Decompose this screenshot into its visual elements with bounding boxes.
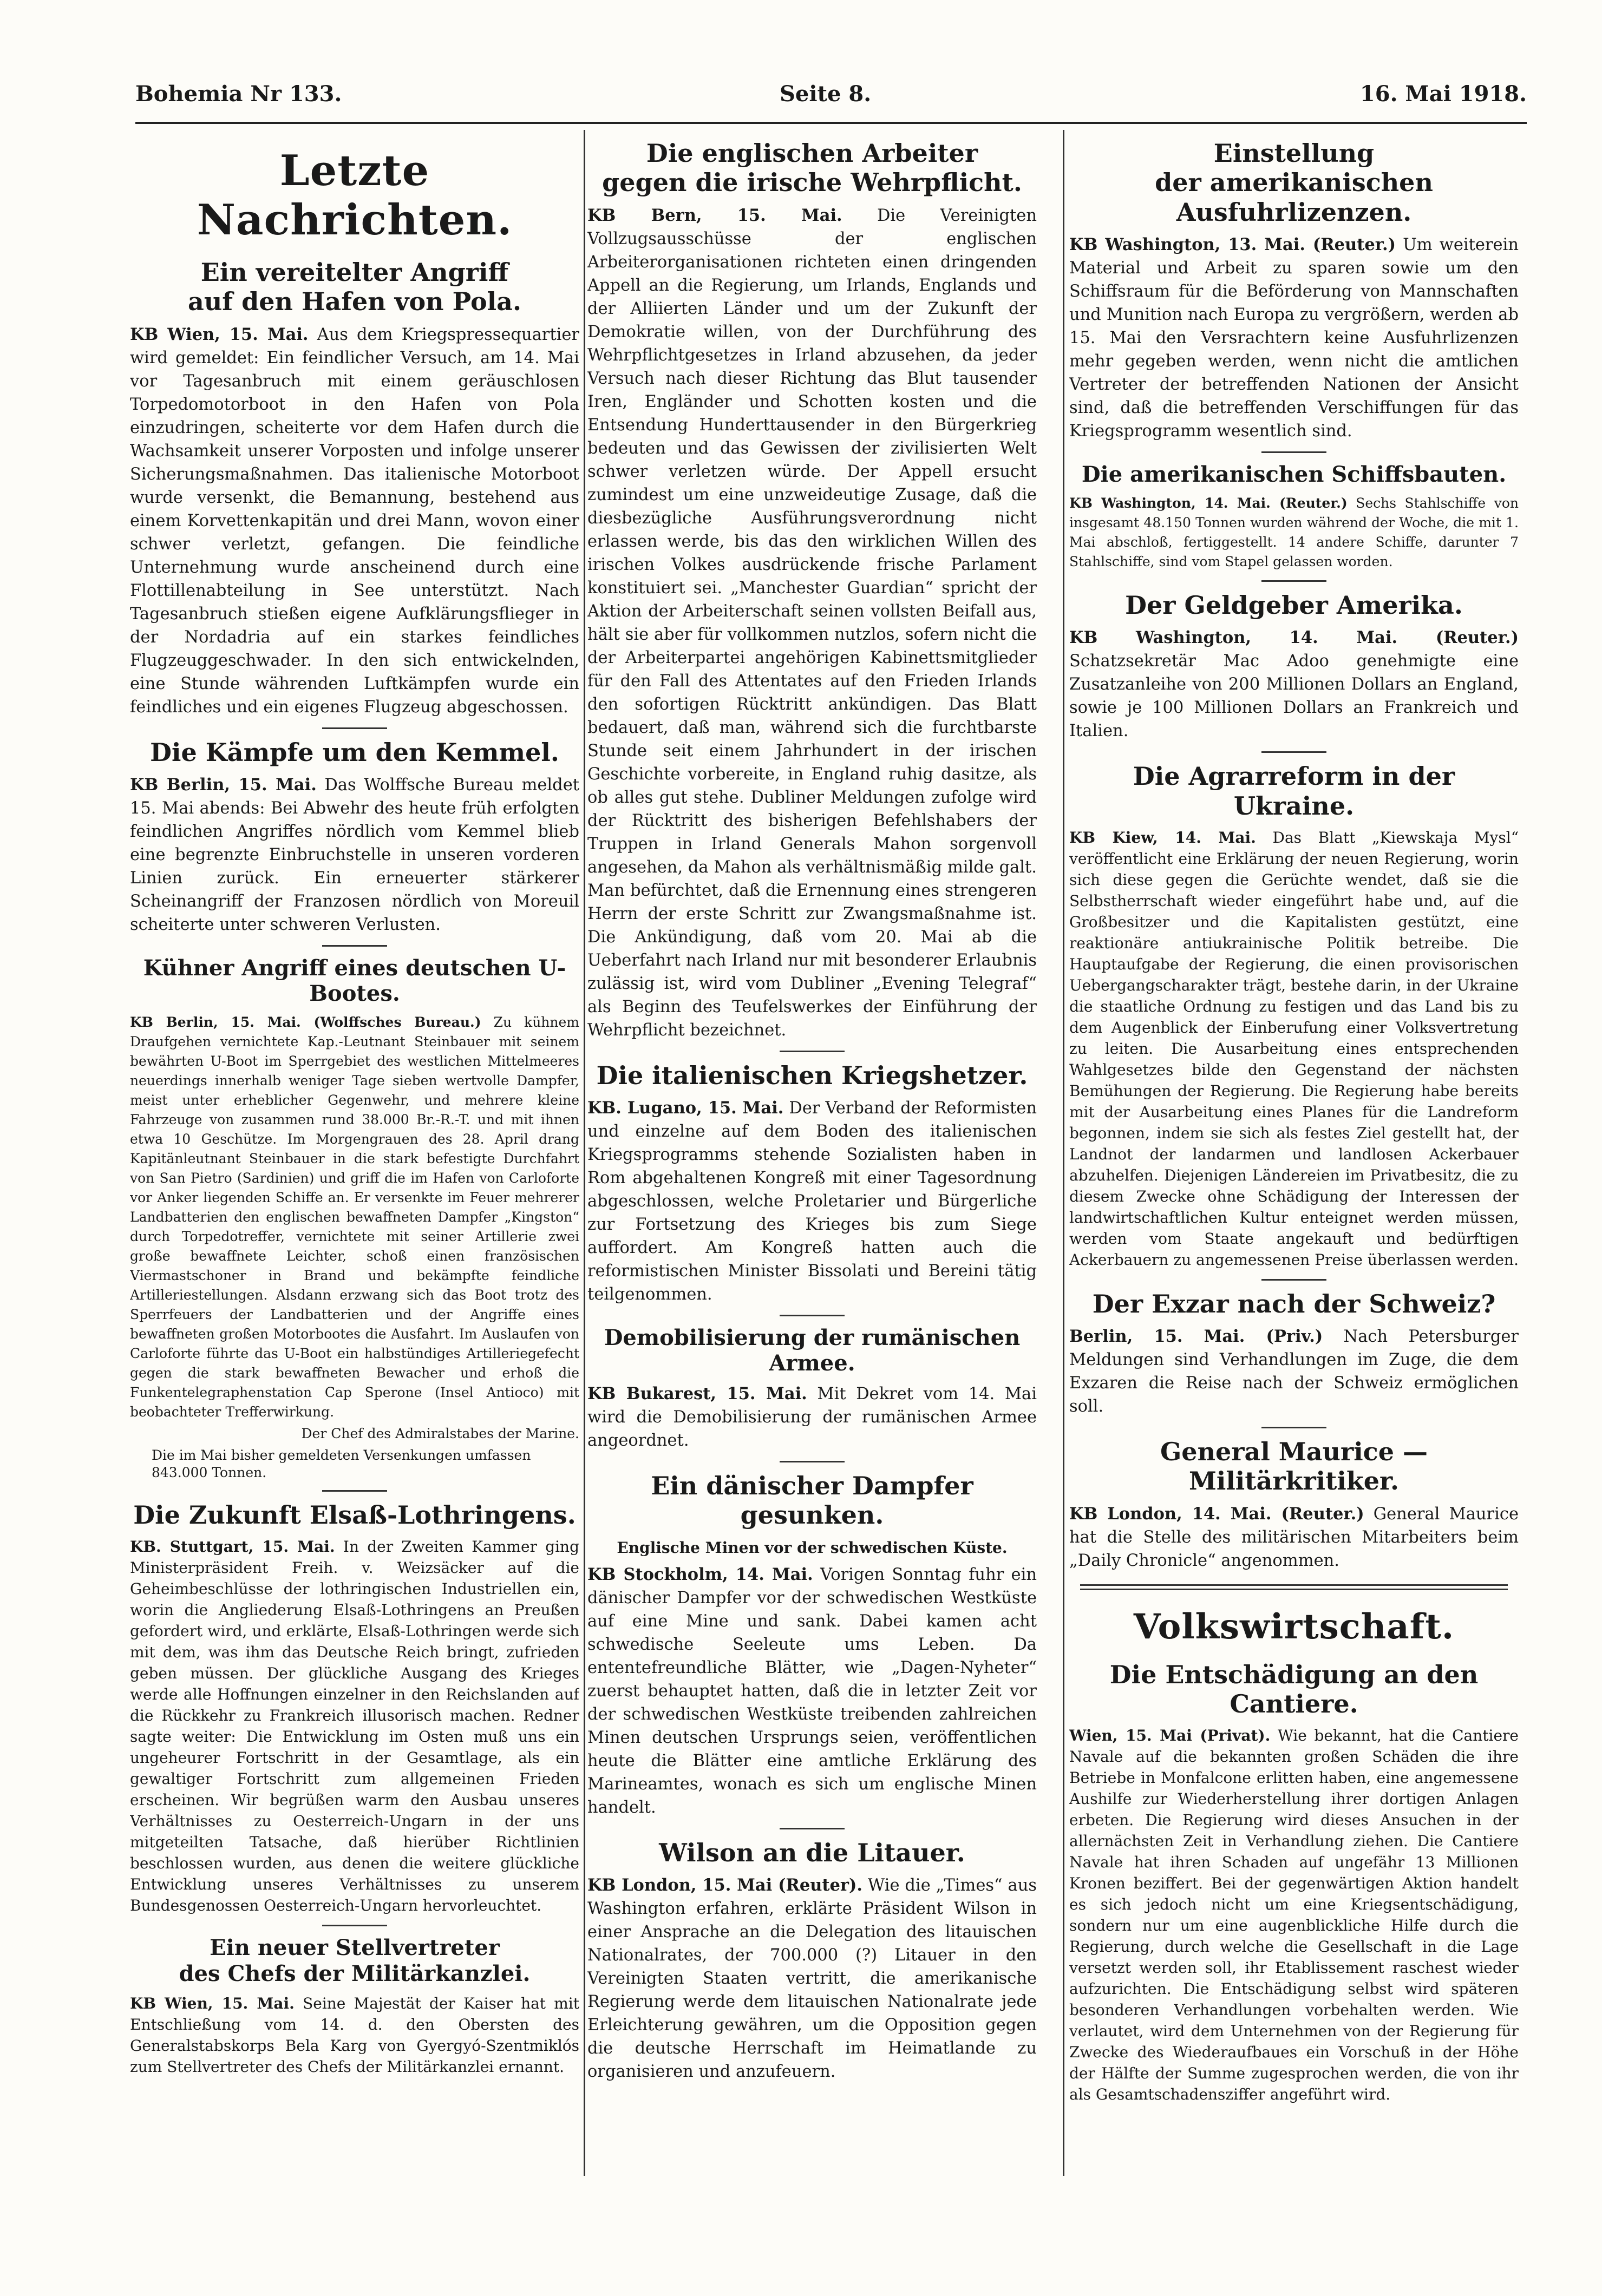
dateline: KB Wien, 15. Mai. xyxy=(130,1994,295,2012)
article-u-boot xyxy=(130,955,579,1481)
article-signature: Der Chef des Admiralstabes der Marine. xyxy=(301,1426,579,1442)
article-divider xyxy=(322,1925,387,1926)
article-divider xyxy=(1261,1279,1326,1281)
dateline: KB Washington, 13. Mai. (Reuter.) xyxy=(1069,234,1396,254)
column-divider xyxy=(584,130,585,2176)
article-cantiere xyxy=(1069,1660,1519,2105)
dateline: KB Washington, 14. Mai. (Reuter.) xyxy=(1069,495,1348,511)
dateline: Wien, 15. Mai (Privat). xyxy=(1069,1727,1271,1745)
dateline: KB. Lugano, 15. Mai. xyxy=(587,1098,784,1118)
article-exzar xyxy=(1069,1289,1519,1418)
dateline: KB Wien, 15. Mai. xyxy=(130,324,309,344)
article-pola xyxy=(130,258,579,719)
header-rule xyxy=(135,122,1527,124)
column-middle xyxy=(587,130,1037,2187)
article-divider xyxy=(780,1828,845,1829)
article-body: Berlin, 15. Mai. (Priv.) Nach Petersburger Meldungen sind Verhandlungen im Zuge, die dem Exzaren die Reise nach der Schweiz ermöglichen soll. xyxy=(1069,1327,1519,1416)
article-agrarreform xyxy=(1069,762,1519,1270)
article-headline: Ein neuer Stellvertreter des Chefs der Militärkanzlei. xyxy=(179,1935,531,1986)
dateline: KB Berlin, 15. Mai. xyxy=(130,775,317,795)
article-kemmel xyxy=(130,738,579,936)
article-general-maurice xyxy=(1069,1437,1519,1572)
article-schiffsbauten xyxy=(1069,462,1519,572)
article-headline: Der Exzar nach der Schweiz? xyxy=(1092,1289,1496,1318)
dateline: KB London, 15. Mai (Reuter). xyxy=(587,1875,863,1895)
article-geldgeber xyxy=(1069,591,1519,743)
article-divider xyxy=(780,1051,845,1052)
section-divider xyxy=(1080,1584,1508,1590)
article-demobilisierung xyxy=(587,1325,1037,1452)
article-headline: Die italienischen Kriegshetzer. xyxy=(596,1060,1028,1090)
article-headline: Kühner Angriff eines deutschen U-Bootes. xyxy=(143,955,566,1006)
article-divider xyxy=(780,1461,845,1462)
article-footnote: Die im Mai bisher gemeldeten Versenkungen umfassen 843.000 Tonnen. xyxy=(152,1447,531,1481)
article-body: KB Bern, 15. Mai. Die Vereinigten Vollzugsausschüsse der englischen Arbeiterorganisationen richteten einen dringenden Appell an die Regierung, um Irlands, Englands und der Alliierten Länder und um der Zukunft der Demokratie willen, von der Durchführung des Wehrpflichtgesetzes in Irland abzusehen, da jeder Versuch nach dieser Richtung das Blut tausender Iren, Engländer und Schotten kosten und die Entsendung Hunderttausender in den Bürgerkrieg bedeuten und das Gewissen der zivilisierten Welt schwer verletzen würde. Der Appell ersucht zumindest um eine unzweideutige Zusage, daß die diesbezügliche Ausführungsverordnung nicht erlassen werde, bis das den wirklichen Willen des irischen Volkes ausdrückende frische Parlament konstituiert sei. „Manchester Guardian“ spricht der Aktion der Arbeiterschaft seinen vollsten Beifall aus, hält sie aber für vollkommen nutzlos, sofern nicht die der Arbeiterpartei angehörigen Kabinettsmitglieder für den Fall des Attentates auf den Frieden Irlands den sofortigen Rücktritt ankündigen. Das Blatt bedauert, daß man, während sich die furchtbarste Stunde seit einem Jahrhundert in der irischen Geschichte vorbereite, in England ruhig dasitze, als ob alles gut stehe. Dubliner Meldungen zufolge wird der Rücktritt des bisherigen Befehlshabers der Truppen in Irland Generals Mahon sorgenvoll angesehen, da Mahon als verhältnismäßig milde galt. Man befürchtet, daß die Ernennung eines strengeren Herrn der erste Schritt zur Zwangsmaßnahme ist. Die Ankündigung, daß vom 20. Mai ab die Ueberfahrt nach Irland nur mit besonderer Erlaubnis zulässig ist, wird vom Dubliner „Evening Telegraf“ als Beginn des Teufelswerkes der Einführung der Wehrpflicht bezeichnet. xyxy=(587,205,1037,1040)
dateline: KB Berlin, 15. Mai. (Wolffsches Bureau.) xyxy=(130,1014,481,1031)
dateline: KB. Stuttgart, 15. Mai. xyxy=(130,1538,335,1556)
article-headline: Die Entschädigung an den Cantiere. xyxy=(1109,1659,1479,1718)
dateline: KB Bern, 15. Mai. xyxy=(587,205,842,225)
article-body: KB Wien, 15. Mai. Aus dem Kriegspressequartier wird gemeldet: Ein feindlicher Versuch, am 14. Mai vor Tagesanbruch mit einem geräuschlosen Torpedomotorboot in den Hafen von Pola einzudringen, scheiterte vor dem Hafen durch die Wachsamkeit unserer Vorposten und infolge unserer Sicherungsmaßnahmen. Das italienische Motorboot wurde versenkt, die Bemannung, bestehend aus einem Korvettenkapitän und drei Mann, wovon einer schwer verletzt, gefangen. Die feindliche Unternehmung wurde anscheinend durch eine Flottillenabteilung in See unterstützt. Nach Tagesanbruch stießen eigene Aufklärungsflieger in der Nordadria auf ein starkes feindliches Flugzeuggeschwader. In den sich entwickelnden, eine Stunde währenden Luftkämpfen wurde ein feindliches und ein eigenes Flugzeug abgeschossen. xyxy=(130,324,579,717)
column-right xyxy=(1069,130,1519,2187)
issue-number: Bohemia Nr 133. xyxy=(135,81,342,107)
article-headline: General Maurice — Militärkritiker. xyxy=(1160,1437,1428,1496)
article-daenischer-dampfer xyxy=(587,1471,1037,1819)
article-headline: Der Geldgeber Amerika. xyxy=(1125,590,1463,620)
article-ausfuhrlizenzen xyxy=(1069,139,1519,443)
article-body: KB. Lugano, 15. Mai. Der Verband der Reformisten und einzelne auf dem Boden des italienischen Kriegsprogramms stehende Sozialisten haben in Rom abgehaltenen Kongreß mit einer Tagesordnung abgeschlossen, welche Proletarier und Bürgerliche zur Fortsetzung des Krieges bis zum Siege auffordert. Am Kongreß hatten auch die reformistischen Minister Bissolati und Bereini tätig teilgenommen. xyxy=(587,1098,1037,1304)
article-body: KB Stockholm, 14. Mai. Vorigen Sonntag fuhr ein dänischer Dampfer vor der schwedischen Westküste auf eine Mine und sank. Dabei kamen acht schwedische Seeleute ums Leben. Da ententefreundliche Blätter, wie „Dagen-Nyheter“ zuerst behauptet hatten, daß die in letzter Zeit vor der schwedischen Westküste treibenden zahlreichen Minen deutschen Ursprungs seien, veröffentlichen heute die Blätter eine amtliche Erklärung des Marineamtes, wonach es sich um englische Minen handelt. xyxy=(587,1564,1037,1817)
article-divider xyxy=(1261,1427,1326,1428)
article-elsass xyxy=(130,1500,579,1916)
article-divider xyxy=(1261,751,1326,753)
page-number: Seite 8. xyxy=(780,81,872,107)
dateline: KB Washington, 14. Mai. (Reuter.) xyxy=(1069,628,1519,648)
dateline: KB London, 14. Mai. (Reuter.) xyxy=(1069,1504,1364,1524)
article-divider xyxy=(1261,580,1326,582)
dateline: Berlin, 15. Mai. (Priv.) xyxy=(1069,1327,1323,1347)
article-body: KB Kiew, 14. Mai. Das Blatt „Kiewskaja Mysl“ veröffentlicht eine Erklärung der neuen Regierung, worin sich diese gegen die Gerüchte wendet, daß sie die Selbstherrschaft wieder eingeführt habe und, auf die Großbesitzer und die Kapitalisten gestützt, eine reaktionäre antiukrainische Politik betreibe. Die Hauptaufgabe der Regierung, die einen provisorischen Uebergangscharakter trägt, bestehe darin, in der Ukraine die staatliche Ordnung zu festigen und das Land bis zu dem Augenblick der Einberufung einer Volksvertretung zu leiten. Die Ausarbeitung eines entsprechenden Wahlgesetzes bilde den Gegenstand der nächsten Bemühungen der Regierung. Die Regierung habe bereits mit der Ausarbeitung eines Planes für die Landreform begonnen, indem sie sich als festes Ziel gestellt hat, der Landnot der landarmen und landlosen Ackerbauer abzuhelfen. Diejenigen Ländereien im Privatbesitz, die zu diesem Zwecke ohne Schädigung der Interessen der landwirtschaftlichen Kultur enteignet werden müssen, werden vom Staate angekauft und bedürftigen Ackerbauern zu angemessenen Preise überlassen werden. xyxy=(1069,828,1519,1269)
article-wilson-litauer xyxy=(587,1838,1037,2083)
article-body: KB Wien, 15. Mai. Seine Majestät der Kaiser hat mit Entschließung vom 14. d. den Obersten des Generalstabskorps Bela Karg von Gyergyó-Szentmiklós zum Stellvertreter des Chefs der Militärkanzlei ernannt. xyxy=(130,1994,579,2076)
article-body: KB London, 14. Mai. (Reuter.) General Maurice hat die Stelle des militärischen Mitarbeiters beim „Daily Chronicle“ angenommen. xyxy=(1069,1504,1519,1570)
page-header xyxy=(135,81,1527,119)
column-left xyxy=(130,130,579,2187)
article-headline: Die amerikanischen Schiffsbauten. xyxy=(1081,461,1507,487)
dateline: KB Bukarest, 15. Mai. xyxy=(587,1384,807,1404)
dateline: KB Kiew, 14. Mai. xyxy=(1069,828,1256,847)
issue-date: 16. Mai 1918. xyxy=(1359,81,1527,107)
article-divider xyxy=(1261,451,1326,453)
section-title-economy: Volkswirtschaft. xyxy=(1133,1606,1455,1647)
article-body: KB Berlin, 15. Mai. Das Wolffsche Bureau meldet 15. Mai abends: Bei Abwehr des heute früh erfolgten feindlichen Angriffes nördlich vom Kemmel blieb eine begrenzte Einbruchstelle in unseren vorderen Linien zurück. Ein erneuerter stärkerer Scheinangriff der Franzosen nördlich von Moreuil scheiterte unter schweren Verlusten. xyxy=(130,775,579,934)
article-body: KB London, 15. Mai (Reuter). Wie die „Times“ aus Washington erfahren, erklärte Präsident Wilson in einer Ansprache an die Delegation des litauischen Nationalrates, der 700.000 (?) Litauer in den Vereinigten Staaten vertritt, die amerikanische Regierung werde dem litauischen Nationalrate jede Erleichterung gewähren, um die Opposition gegen die deutsche Herrschaft im Heimatlande zu organisieren und anzufeuern. xyxy=(587,1875,1037,2081)
article-headline: Ein dänischer Dampfer gesunken. xyxy=(651,1471,973,1530)
article-militaerkanzlei xyxy=(130,1935,579,2077)
article-body: KB Washington, 14. Mai. (Reuter.) Schatzsekretär Mac Adoo genehmigte eine Zusatzanleihe von 200 Millionen Dollars an England, sowie je 100 Millionen Dollars an Frankreich und Italien. xyxy=(1069,628,1519,741)
article-divider xyxy=(322,1490,387,1492)
article-headline: Die Agrarreform in der Ukraine. xyxy=(1133,762,1455,821)
section-title-latest-news: Letzte Nachrichten. xyxy=(197,146,513,245)
dateline: KB Stockholm, 14. Mai. xyxy=(587,1564,813,1584)
article-body: Wien, 15. Mai (Privat). Wie bekannt, hat die Cantiere Navale auf die bekannten großen Schäden die ihre Betriebe in Monfalcone erlitten haben, eine angemessene Aushilfe zur Wiederherstellung ihrer dortigen Anlagen erbeten. Die Regierung wird dieses Ansuchen in der allernächsten Zeit in Verhandlung ziehen. Die Cantiere Navale hat ihren Schaden auf ungefähr 13 Millionen Kronen beziffert. Bei der gegenwärtigen Aktion handelt es sich jedoch nicht um eine Kriegsentschädigung, sondern nur um eine augenblickliche Hilfe durch die Regierung, durch welche die Gesellschaft in die Lage versetzt werden soll, ihr Etablissement raschest wieder aufzurichten. Die Entschädigung selbst wird späteren besonderen Verhandlungen vorbehalten werden. Wie verlautet, wird dem Unternehmen von der Regierung für Zwecke des Wiederaufbaues ein Vorschuß in der Höhe der Hälfte der Summe zugesprochen werden, die von ihr als Gesamtschadensziffer angeführt wird. xyxy=(1069,1727,1519,2104)
article-divider xyxy=(322,727,387,729)
article-body: KB Berlin, 15. Mai. (Wolffsches Bureau.) Zu kühnem Draufgehen vernichtete Kap.-Leutnant Steinbauer mit seinem bewährten U-Boot im Sperrgebiet des westlichen Mittelmeeres neuerdings innerhalb weniger Tage sieben wertvolle Dampfer, meist unter erheblicher Gegenwehr, und mehrere kleine Fahrzeuge von zusammen rund 38.000 Br.-R.-T. und mit ihnen etwa 10 Geschütze. Im Morgengrauen des 28. April drang Kapitänleutnant Steinbauer in die stark befestigte Durchfahrt von San Pietro (Sardinien) und griff die im Hafen von Carloforte vor Anker liegenden Schiffe an. Er versenkte im Feuer mehrerer Landbatterien den englischen bewaffneten Dampfer „Kingston“ durch Torpedotreffer, vernichtete mit seiner Artillerie zwei große bewaffnete Leichter, schoß einen französischen Viermastschoner in Brand und bekämpfte feindliche Artilleriestellungen. Alsdann erzwang sich das Boot trotz des Sperrfeuers der Landbatterien und der Angriffe eines bewaffneten großen Motorbootes die Ausfahrt. Im Auslaufen von Carloforte führte das U-Boot ein halbstündiges Artilleriegefecht gegen die stark bewaffneten Bewacher und erhoß die Funkentelegraphenstation Cap Sperone (Insel Antioco) mit beobachteter Trefferwirkung. xyxy=(130,1014,579,1420)
article-headline: Die Kämpfe um den Kemmel. xyxy=(150,737,559,767)
article-divider xyxy=(780,1315,845,1316)
article-headline: Demobilisierung der rumänischen Armee. xyxy=(604,1324,1021,1376)
article-subheadline: Englische Minen vor der schwedischen Küste. xyxy=(617,1538,1008,1557)
article-divider xyxy=(322,945,387,947)
article-headline: Ein vereitelter Angriff auf den Hafen von Pola. xyxy=(188,258,521,317)
article-body: KB Bukarest, 15. Mai. Mit Dekret vom 14. Mai wird die Demobilisierung der rumänischen Armee angeordnet. xyxy=(587,1384,1037,1451)
article-body: KB. Stuttgart, 15. Mai. In der Zweiten Kammer ging Ministerpräsident Freih. v. Weizsäcker auf die Geheimbeschlüsse der lothringischen Industriellen ein, worin die Angliederung Elsaß-Lothringens an Preußen gefordert wird, und erklärte, Elsaß-Lothringen werde sich mit dem, was ihm das Deutsche Reich bringt, zufrieden geben müssen. Der glückliche Ausgang des Krieges werde alle Hoffnungen einzelner in den Reichslanden auf die Rückkehr zu Frankreich illusorisch machen. Redner sagte weiter: Die Entwicklung im Osten muß uns ein ungeheurer Fortschritt in der Gesamtlage, als ein gewaltiger Fortschritt zum allgemeinen Frieden erscheinen. Wir begrüßen warm den Ausbau unseres Verhältnisses zu Oesterreich-Ungarn in der uns mitgeteilten Tatsache, daß hierüber Richtlinien beschlossen wurden, aus denen die weitere glückliche Entwicklung unseres Verhältnisses zu unserem Bundesgenossen Oesterreich-Ungarn hervorleuchtet. xyxy=(130,1538,579,1915)
article-headline: Einstellung der amerikanischen Ausfuhrlizenzen. xyxy=(1155,139,1433,227)
article-irische-wehrpflicht xyxy=(587,139,1037,1042)
article-headline: Die englischen Arbeiter gegen die irische Wehrpflicht. xyxy=(602,139,1022,198)
article-kriegshetzer xyxy=(587,1061,1037,1306)
column-divider xyxy=(1063,130,1064,2176)
article-body: KB Washington, 13. Mai. (Reuter.) Um weiterein Material und Arbeit zu sparen sowie um den Schiffsraum für die Beförderung von Mannschaften und Munition nach Europa zu vergrößern, werden ab 15. Mai den Versrachtern keine Ausfuhrlizenzen mehr gegeben werden, wenn nicht die amtlichen Vertreter der betreffenden Nationen der Ansicht sind, daß die betreffenden Verschiffungen für das Kriegsprogramm wesentlich sind. xyxy=(1069,234,1519,441)
article-headline: Wilson an die Litauer. xyxy=(659,1838,965,1867)
article-headline: Die Zukunft Elsaß-Lothringens. xyxy=(133,1500,576,1530)
article-body: KB Washington, 14. Mai. (Reuter.) Sechs Stahlschiffe von insgesamt 48.150 Tonnen wurden während der Woche, die mit 1. Mai abschloß, fertiggestellt. 14 andere Schiffe, darunter 7 Stahlschiffe, sind vom Stapel gelassen worden. xyxy=(1069,495,1519,569)
